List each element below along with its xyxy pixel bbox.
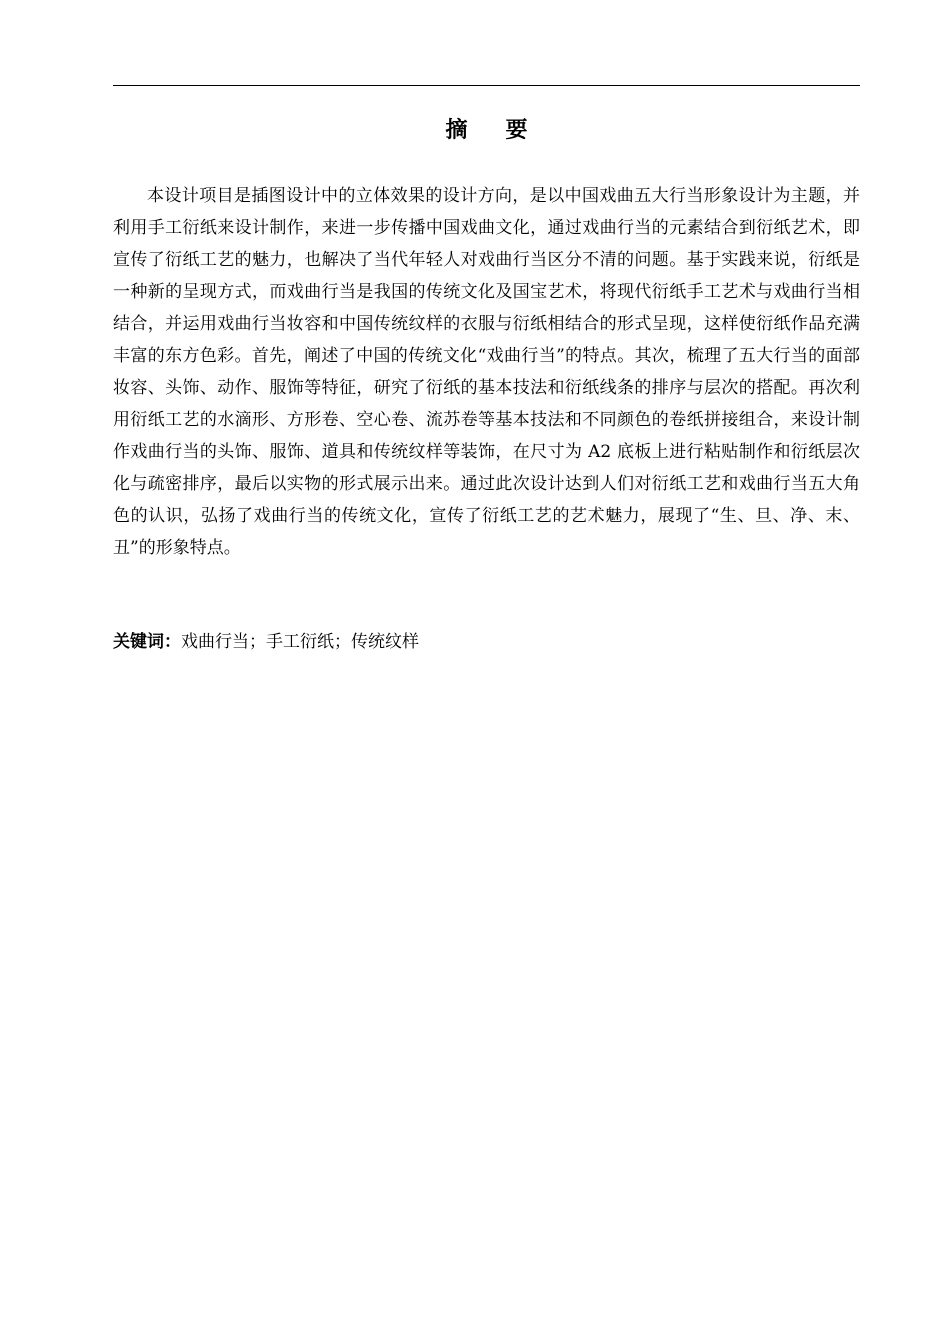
abstract-title-char-2: 要 [505,118,528,143]
header-rule [113,85,860,86]
keywords-value: 戏曲行当；手工衍纸；传统纹样 [181,632,419,652]
abstract-title [113,114,860,148]
keywords-line [113,626,860,658]
abstract-body: 本设计项目是插图设计中的立体效果的设计方向，是以中国戏曲五大行当形象设计为主题，并利用手工衍纸来设计制作，来进一步传播中国戏曲文化，通过戏曲行当的元素结合到衍纸艺术，即宣传了衍纸工艺的魅力，也解决了当代年轻人对戏曲行当区分不清的问题。基于实践来说，衍纸是一种新的呈现方式，而戏曲行当是我国的传统文化及国宝艺术，将现代衍纸手工艺术与戏曲行当相结合，并运用戏曲行当妆容和中国传统纹样的衣服与衍纸相结合的形式呈现，这样使衍纸作品充满丰富的东方色彩。首先，阐述了中国的传统文化“戏曲行当”的特点。其次，梳理了五大行当的面部妆容、头饰、动作、服饰等特征，研究了衍纸的基本技法和衍纸线条的排序与层次的搭配。再次利用衍纸工艺的水滴形、方形卷、空心卷、流苏卷等基本技法和不同颜色的卷纸拼接组合，来设计制作戏曲行当的头饰、服饰、道具和传统纹样等装饰，在尺寸为 A2 底板上进行粘贴制作和衍纸层次化与疏密排序，最后以实物的形式展示出来。通过此次设计达到人们对衍纸工艺和戏曲行当五大角色的认识，弘扬了戏曲行当的传统文化，宣传了衍纸工艺的艺术魅力，展现了“生、旦、净、末、丑”的形象特点。 [113,186,860,558]
keywords-label: 关键词： [113,632,181,652]
abstract-title-char-1: 摘 [445,118,468,143]
